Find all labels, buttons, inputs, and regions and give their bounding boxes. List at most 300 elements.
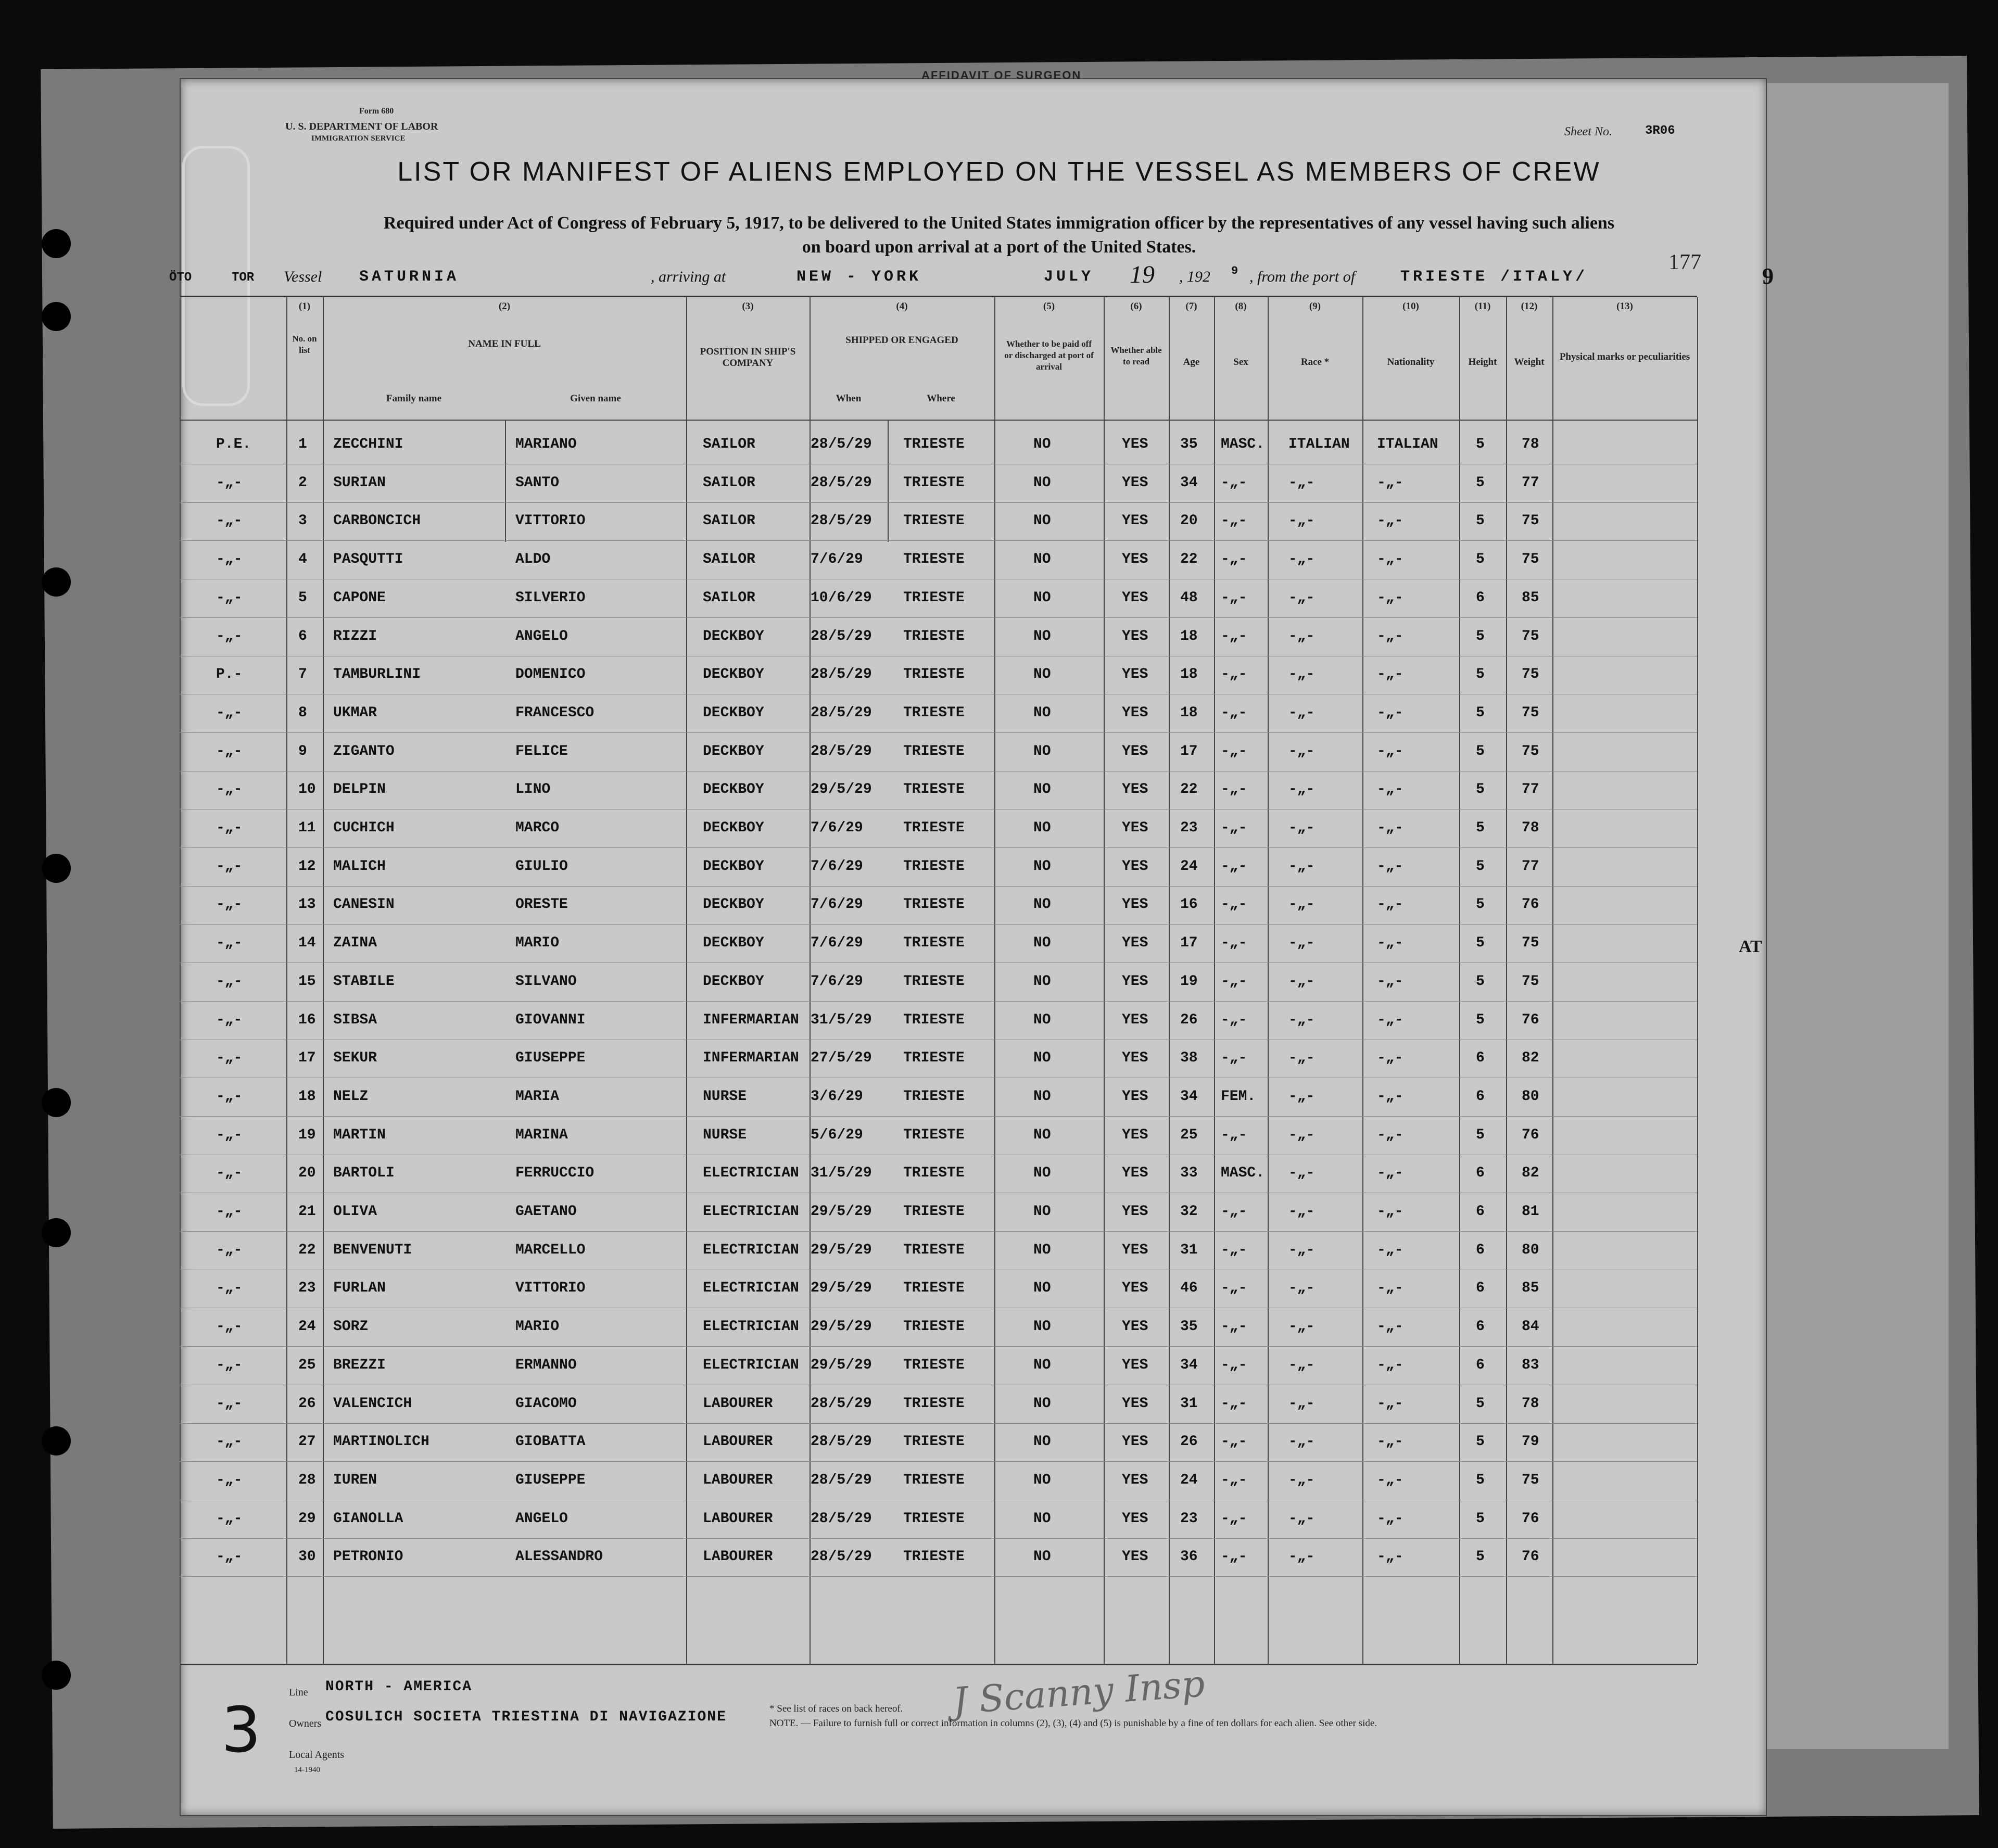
cell-family: ZAINA [333,935,377,952]
col9-number: (9) [1309,301,1321,312]
cell-weight: 80 [1522,1088,1539,1105]
cell-sex: -„- [1221,1472,1247,1488]
margin-mark: 9 [1762,263,1774,289]
cell-given: MARIO [515,935,560,952]
cell-nat: -„- [1377,1357,1403,1373]
cell-sex: -„- [1221,666,1247,683]
cell-sex: -„- [1221,973,1247,990]
cell-race: -„- [1288,1280,1315,1297]
cell-read: YES [1122,858,1148,875]
cell-when: 28/5/29 [811,1549,872,1565]
cell-position: INFERMARIAN [703,1011,799,1028]
cell-nat: -„- [1377,1319,1403,1335]
cell-where: TRIESTE [903,1319,965,1335]
cell-read: YES [1122,513,1148,529]
table-row [180,656,1697,694]
cell-when: 28/5/29 [811,1472,872,1488]
cell-nat: -„- [1377,589,1403,606]
col13-header: Physical marks or peculiarities [1559,351,1690,362]
col1-number: (1) [298,301,311,312]
cell-sex: -„- [1221,1126,1247,1143]
from-port: TRIESTE /ITALY/ [1400,268,1588,286]
cell-sex: FEM. [1221,1088,1256,1105]
cell-read: YES [1122,1011,1148,1028]
cell-height: 5 [1476,474,1485,491]
cell-position: DECKBOY [703,935,764,952]
cell-read: YES [1122,781,1148,798]
cell-read: YES [1122,589,1148,606]
cell-race: -„- [1288,820,1315,836]
cell-given: LINO [515,781,551,798]
cell-mark: -„- [216,1011,243,1028]
cell-sex: -„- [1221,1510,1247,1527]
cell-age: 34 [1180,1088,1198,1105]
cell-given: DOMENICO [515,666,586,683]
cell-given: MARCELLO [515,1242,586,1258]
cell-when: 5/6/29 [811,1126,863,1143]
cell-read: YES [1122,474,1148,491]
cell-mark: -„- [216,1319,243,1335]
cell-age: 36 [1180,1549,1198,1565]
cell-no: 4 [298,551,307,568]
table-row [180,579,1697,618]
cell-weight: 75 [1522,513,1539,529]
col4a-header: When [836,393,862,404]
cell-mark: -„- [216,820,243,836]
cell-read: YES [1122,743,1148,760]
table-row [180,426,1697,464]
cell-height: 5 [1476,1510,1485,1527]
cell-sex: -„- [1221,1242,1247,1258]
cell-nat: -„- [1377,935,1403,952]
cell-position: ELECTRICIAN [703,1242,799,1258]
cell-when: 28/5/29 [811,1510,872,1527]
cell-where: TRIESTE [903,513,965,529]
cell-when: 29/5/29 [811,781,872,798]
punch-hole [42,1661,71,1690]
cell-race: -„- [1288,896,1315,913]
cell-age: 25 [1180,1126,1198,1143]
cell-read: YES [1122,1050,1148,1067]
cell-given: FERRUCCIO [515,1165,595,1182]
cell-no: 16 [298,1011,316,1028]
cell-weight: 76 [1522,1510,1539,1527]
col4b-header: Where [927,393,955,404]
cell-paid: NO [1033,973,1051,990]
cell-position: INFERMARIAN [703,1050,799,1067]
cell-age: 17 [1180,935,1198,952]
cell-given: GIUSEPPE [515,1472,586,1488]
cell-mark: -„- [216,1204,243,1220]
cell-given: GIUSEPPE [515,1050,586,1067]
cell-when: 28/5/29 [811,513,872,529]
cell-sex: -„- [1221,820,1247,836]
cell-where: TRIESTE [903,1434,965,1450]
cell-given: FELICE [515,743,568,760]
cell-no: 18 [298,1088,316,1105]
cell-family: SURIAN [333,474,386,491]
cell-when: 28/5/29 [811,743,872,760]
cell-height: 5 [1476,1434,1485,1450]
cell-nat: -„- [1377,1011,1403,1028]
cell-weight: 77 [1522,781,1539,798]
cell-weight: 76 [1522,1011,1539,1028]
margin-mark: TOR [232,271,255,285]
cell-given: MARIA [515,1088,560,1105]
col2b-header: Given name [570,393,621,404]
cell-read: YES [1122,1549,1148,1565]
cell-no: 22 [298,1242,316,1258]
cell-height: 5 [1476,820,1485,836]
cell-sex: MASC. [1221,1165,1265,1182]
cell-height: 5 [1476,896,1485,913]
cell-age: 24 [1180,858,1198,875]
table-row [180,1462,1697,1500]
cell-when: 7/6/29 [811,858,863,875]
cell-position: ELECTRICIAN [703,1357,799,1373]
cell-when: 28/5/29 [811,1434,872,1450]
col10-number: (10) [1402,301,1419,312]
cell-where: TRIESTE [903,1472,965,1488]
cell-sex: MASC. [1221,436,1265,452]
cell-mark: -„- [216,781,243,798]
cell-nat: -„- [1377,1434,1403,1450]
cell-no: 9 [298,743,307,760]
table-row [180,694,1697,733]
cell-no: 1 [298,436,307,452]
cell-age: 23 [1180,1510,1198,1527]
agents-label: Local Agents [289,1749,345,1761]
cell-given: MARIO [515,1319,560,1335]
cell-when: 7/6/29 [811,820,863,836]
cell-paid: NO [1033,1050,1051,1067]
cell-race: -„- [1288,935,1315,952]
cell-nat: -„- [1377,513,1403,529]
cell-read: YES [1122,896,1148,913]
cell-age: 31 [1180,1242,1198,1258]
cell-mark: -„- [216,1165,243,1182]
punch-hole [42,302,71,331]
cell-where: TRIESTE [903,1050,965,1067]
cell-weight: 75 [1522,1472,1539,1488]
cell-paid: NO [1033,820,1051,836]
cell-when: 28/5/29 [811,1395,872,1412]
cell-when: 28/5/29 [811,704,872,721]
cell-family: GIANOLLA [333,1510,403,1527]
cell-weight: 77 [1522,858,1539,875]
cell-mark: -„- [216,704,243,721]
cell-family: FURLAN [333,1280,386,1297]
cell-where: TRIESTE [903,1165,965,1182]
cell-weight: 76 [1522,1126,1539,1143]
line-value: NORTH - AMERICA [325,1679,473,1695]
table-row [180,886,1697,925]
cell-no: 3 [298,513,307,529]
cell-age: 46 [1180,1280,1198,1297]
cell-sex: -„- [1221,474,1247,491]
cell-nat: -„- [1377,1165,1403,1182]
cell-mark: -„- [216,1088,243,1105]
cell-no: 19 [298,1126,316,1143]
col9-header: Race * [1300,357,1330,368]
cell-when: 7/6/29 [811,896,863,913]
cell-read: YES [1122,1510,1148,1527]
cell-where: TRIESTE [903,474,965,491]
col10-header: Nationality [1387,357,1435,368]
form-number: Form 680 [359,107,394,116]
cell-where: TRIESTE [903,551,965,568]
year-digit: 9 [1231,264,1242,277]
cell-family: MARTIN [333,1126,386,1143]
cell-position: SAILOR [703,513,755,529]
arrival-day: 19 [1130,261,1155,288]
cell-race: -„- [1288,1088,1315,1105]
cell-sex: -„- [1221,551,1247,568]
table-row [180,733,1697,771]
cell-given: VITTORIO [515,1280,586,1297]
cell-nat: -„- [1377,896,1403,913]
sheet-number-value: 3R06 [1645,124,1675,138]
cell-mark: -„- [216,474,243,491]
cell-height: 5 [1476,1472,1485,1488]
cell-given: SILVERIO [515,589,586,606]
cell-where: TRIESTE [903,1126,965,1143]
cell-weight: 75 [1522,628,1539,644]
cell-race: -„- [1288,1357,1315,1373]
cell-nat: -„- [1377,973,1403,990]
cell-mark: -„- [216,1395,243,1412]
cell-position: DECKBOY [703,820,764,836]
cell-position: ELECTRICIAN [703,1204,799,1220]
cell-family: BENVENUTI [333,1242,412,1258]
cell-position: ELECTRICIAN [703,1319,799,1335]
cell-age: 32 [1180,1204,1198,1220]
cell-sex: -„- [1221,1357,1247,1373]
cell-position: SAILOR [703,551,755,568]
cell-when: 7/6/29 [811,551,863,568]
cell-when: 29/5/29 [811,1242,872,1258]
cell-mark: -„- [216,1050,243,1067]
cell-nat: -„- [1377,1088,1403,1105]
cell-weight: 81 [1522,1204,1539,1220]
fine-note: NOTE. — Failure to furnish full or correct information in columns (2), (3), (4) and (5) is punishable by a fine of ten dollars for each alien. See other side. [769,1718,1377,1729]
cell-when: 29/5/29 [811,1280,872,1297]
inspector-signature: J Scanny Insp [951,1662,1206,1723]
cell-given: ANGELO [515,1510,568,1527]
cell-race: -„- [1288,1165,1315,1182]
cell-race: -„- [1288,1242,1315,1258]
cell-age: 35 [1180,436,1198,452]
cell-height: 5 [1476,436,1485,452]
cell-nat: -„- [1377,1280,1403,1297]
cell-height: 5 [1476,1126,1485,1143]
cell-no: 2 [298,474,307,491]
table-row [180,925,1697,963]
table-row [180,1500,1697,1539]
cell-when: 10/6/29 [811,589,872,606]
cell-when: 7/6/29 [811,973,863,990]
cell-nat: -„- [1377,1510,1403,1527]
cell-height: 5 [1476,935,1485,952]
cell-when: 29/5/29 [811,1357,872,1373]
cell-weight: 76 [1522,896,1539,913]
cell-no: 7 [298,666,307,683]
cell-height: 5 [1476,743,1485,760]
cell-nat: -„- [1377,1549,1403,1565]
col2-header: NAME IN FULL [468,338,541,349]
cell-paid: NO [1033,1126,1051,1143]
cell-age: 33 [1180,1165,1198,1182]
col2-number: (2) [498,301,511,312]
cell-where: TRIESTE [903,781,965,798]
col1-header: No. on list [292,334,317,355]
cell-mark: -„- [216,743,243,760]
cell-sex: -„- [1221,781,1247,798]
cell-family: BREZZI [333,1357,386,1373]
table-row [180,1538,1697,1577]
stamp-number: 177 [1668,250,1701,274]
cell-family: PETRONIO [333,1549,403,1565]
col8-header: Sex [1233,357,1248,368]
cell-mark: -„- [216,513,243,529]
cell-where: TRIESTE [903,858,965,875]
cell-height: 6 [1476,1319,1485,1335]
service: IMMIGRATION SERVICE [311,134,406,143]
cell-nat: -„- [1377,858,1403,875]
cell-given: SANTO [515,474,560,491]
cell-weight: 82 [1522,1050,1539,1067]
cell-race: -„- [1288,1126,1315,1143]
cell-mark: -„- [216,1510,243,1527]
cell-read: YES [1122,551,1148,568]
table-row [180,1155,1697,1193]
cell-read: YES [1122,1357,1148,1373]
cell-paid: NO [1033,1472,1051,1488]
header-bottom-line [180,420,1697,421]
cell-family: CARBONCICH [333,513,421,529]
col5-header: Whether to be paid off or discharged at port of arrival [1004,339,1094,372]
cell-height: 6 [1476,589,1485,606]
table-row [180,1040,1697,1078]
cell-no: 28 [298,1472,316,1488]
cell-read: YES [1122,666,1148,683]
cell-given: ORESTE [515,896,568,913]
column-divider [1697,297,1698,1664]
cell-read: YES [1122,973,1148,990]
cell-no: 27 [298,1434,316,1450]
punch-hole [42,1218,71,1247]
cell-position: LABOURER [703,1434,773,1450]
cell-where: TRIESTE [903,666,965,683]
cell-where: TRIESTE [903,1510,965,1527]
cell-paid: NO [1033,1395,1051,1412]
cell-age: 20 [1180,513,1198,529]
cell-age: 18 [1180,666,1198,683]
cell-mark: -„- [216,551,243,568]
cell-when: 28/5/29 [811,474,872,491]
cell-height: 5 [1476,973,1485,990]
cell-when: 31/5/29 [811,1165,872,1182]
cell-position: DECKBOY [703,973,764,990]
cell-when: 29/5/29 [811,1319,872,1335]
cell-height: 6 [1476,1280,1485,1297]
cell-read: YES [1122,1126,1148,1143]
cell-position: DECKBOY [703,743,764,760]
cell-paid: NO [1033,628,1051,644]
cell-mark: -„- [216,973,243,990]
subtitle-line-1: Required under Act of Congress of February 5, 1917, to be delivered to the United States immigration officer by the representatives of any vessel having such aliens [383,213,1615,233]
cell-given: ALDO [515,551,551,568]
table-row [180,1002,1697,1040]
table-row [180,541,1697,579]
cell-no: 24 [298,1319,316,1335]
arrival-month: JULY [1044,268,1094,286]
cell-mark: P.E. [216,436,251,452]
cell-height: 6 [1476,1165,1485,1182]
cell-height: 5 [1476,513,1485,529]
col4-number: (4) [896,301,908,312]
cell-when: 31/5/29 [811,1011,872,1028]
cell-weight: 77 [1522,474,1539,491]
cell-no: 21 [298,1204,316,1220]
col11-header: Height [1468,357,1497,368]
cell-mark: -„- [216,1280,243,1297]
from-port-label: , from the port of [1249,268,1356,285]
cell-weight: 83 [1522,1357,1539,1373]
cell-weight: 75 [1522,743,1539,760]
table-row [180,1193,1697,1232]
cell-where: TRIESTE [903,1011,965,1028]
cell-height: 5 [1476,858,1485,875]
cell-position: LABOURER [703,1510,773,1527]
cell-read: YES [1122,1165,1148,1182]
cell-age: 19 [1180,973,1198,990]
cell-nat: -„- [1377,704,1403,721]
cell-position: SAILOR [703,474,755,491]
cell-position: LABOURER [703,1472,773,1488]
cell-age: 35 [1180,1319,1198,1335]
cell-mark: -„- [216,1126,243,1143]
cell-paid: NO [1033,1242,1051,1258]
cell-given: ERMANNO [515,1357,577,1373]
cell-mark: -„- [216,896,243,913]
cell-where: TRIESTE [903,436,965,452]
col12-header: Weight [1514,357,1545,368]
cell-race: -„- [1288,628,1315,644]
col3-header: POSITION IN SHIP'S COMPANY [700,346,796,369]
table-row [180,809,1697,848]
cell-paid: NO [1033,1510,1051,1527]
cell-when: 28/5/29 [811,628,872,644]
cell-race: -„- [1288,1050,1315,1067]
cell-race: -„- [1288,474,1315,491]
cell-where: TRIESTE [903,973,965,990]
cell-race: -„- [1288,704,1315,721]
cell-no: 26 [298,1395,316,1412]
cell-height: 5 [1476,628,1485,644]
cell-read: YES [1122,436,1148,452]
cell-given: MARINA [515,1126,568,1143]
cell-where: TRIESTE [903,628,965,644]
cell-paid: NO [1033,1165,1051,1182]
cell-weight: 78 [1522,820,1539,836]
cell-height: 6 [1476,1050,1485,1067]
cell-given: GIACOMO [515,1395,577,1412]
cell-weight: 78 [1522,436,1539,452]
cell-weight: 85 [1522,1280,1539,1297]
table-row [180,1347,1697,1385]
cell-weight: 80 [1522,1242,1539,1258]
